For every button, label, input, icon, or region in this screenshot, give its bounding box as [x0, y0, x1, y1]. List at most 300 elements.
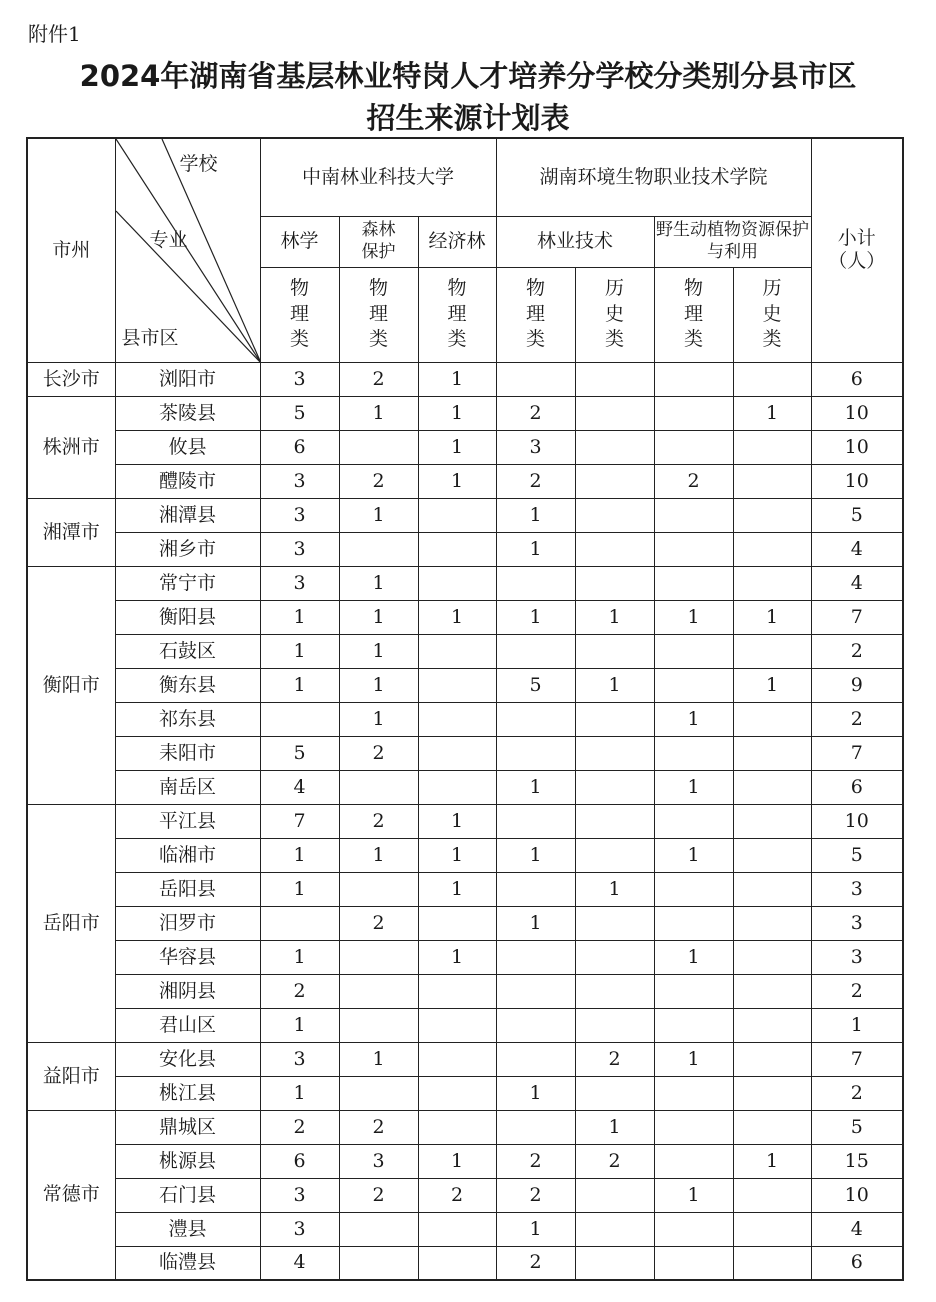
value-cell — [339, 430, 418, 464]
table-row — [27, 1144, 903, 1178]
value-cell: 1 — [496, 532, 575, 566]
table-row — [27, 736, 903, 770]
diag-label-major: 专业 — [149, 229, 188, 251]
value-cell: 1 — [339, 396, 418, 430]
county-cell: 岳阳县 — [115, 872, 260, 906]
value-cell: 1 — [418, 940, 496, 974]
value-cell — [418, 974, 496, 1008]
table-row — [27, 1246, 903, 1280]
county-cell: 石鼓区 — [115, 634, 260, 668]
value-cell — [733, 634, 811, 668]
header-city: 市州 — [27, 138, 115, 362]
value-cell: 1 — [733, 668, 811, 702]
attachment-label: 附件1 — [28, 22, 81, 46]
value-cell: 1 — [496, 1076, 575, 1110]
value-cell: 3 — [339, 1144, 418, 1178]
value-cell: 1 — [260, 1008, 339, 1042]
value-cell: 1 — [260, 838, 339, 872]
subtotal-cell: 3 — [811, 906, 903, 940]
header-subtotal: 小计（人） — [811, 138, 903, 362]
header-cat-physics: 物理类 — [654, 267, 733, 362]
value-cell: 1 — [654, 940, 733, 974]
value-cell — [418, 1110, 496, 1144]
county-cell: 祁东县 — [115, 702, 260, 736]
enrollment-table — [26, 137, 904, 1281]
subtotal-cell: 3 — [811, 940, 903, 974]
value-cell — [575, 906, 654, 940]
page-title: 2024年湖南省基层林业特岗人才培养分学校分类别分县市区 — [79, 59, 857, 93]
value-cell: 2 — [339, 1178, 418, 1212]
value-cell — [418, 532, 496, 566]
value-cell — [496, 940, 575, 974]
value-cell — [418, 1076, 496, 1110]
value-cell: 2 — [418, 1178, 496, 1212]
subtotal-cell: 4 — [811, 532, 903, 566]
header-major-econ-forest: 经济林 — [418, 216, 496, 267]
value-cell — [260, 906, 339, 940]
value-cell: 1 — [733, 396, 811, 430]
table-row — [27, 430, 903, 464]
county-cell: 鼎城区 — [115, 1110, 260, 1144]
value-cell: 1 — [260, 872, 339, 906]
county-cell: 澧县 — [115, 1212, 260, 1246]
county-cell: 南岳区 — [115, 770, 260, 804]
county-cell: 衡阳县 — [115, 600, 260, 634]
value-cell: 1 — [418, 430, 496, 464]
value-cell: 1 — [339, 838, 418, 872]
value-cell — [496, 634, 575, 668]
value-cell: 1 — [418, 362, 496, 396]
header-cat-history: 历史类 — [733, 267, 811, 362]
value-cell: 1 — [339, 634, 418, 668]
value-cell — [496, 1042, 575, 1076]
county-cell: 临澧县 — [115, 1246, 260, 1280]
value-cell — [575, 1178, 654, 1212]
value-cell: 2 — [496, 396, 575, 430]
value-cell — [575, 1008, 654, 1042]
value-cell — [339, 770, 418, 804]
value-cell — [733, 566, 811, 600]
value-cell — [418, 566, 496, 600]
diag-label-school: 学校 — [179, 153, 218, 175]
value-cell — [496, 702, 575, 736]
value-cell: 1 — [418, 396, 496, 430]
value-cell — [339, 1076, 418, 1110]
subtotal-cell: 2 — [811, 634, 903, 668]
header-major-forest-protect: 森林保护 — [339, 216, 418, 267]
value-cell: 1 — [654, 702, 733, 736]
value-cell — [575, 532, 654, 566]
value-cell: 2 — [496, 1144, 575, 1178]
value-cell: 1 — [339, 498, 418, 532]
value-cell — [654, 1008, 733, 1042]
value-cell: 1 — [260, 668, 339, 702]
value-cell: 1 — [260, 634, 339, 668]
subtotal-cell: 4 — [811, 566, 903, 600]
value-cell: 1 — [418, 804, 496, 838]
value-cell: 3 — [496, 430, 575, 464]
value-cell: 7 — [260, 804, 339, 838]
value-cell: 1 — [733, 600, 811, 634]
value-cell: 2 — [339, 362, 418, 396]
value-cell — [733, 940, 811, 974]
city-cell: 岳阳市 — [27, 804, 115, 1042]
value-cell — [575, 362, 654, 396]
table-row — [27, 1178, 903, 1212]
value-cell: 1 — [260, 600, 339, 634]
value-cell — [496, 974, 575, 1008]
value-cell: 1 — [654, 1178, 733, 1212]
value-cell — [733, 362, 811, 396]
subtotal-cell: 10 — [811, 1178, 903, 1212]
value-cell: 4 — [260, 770, 339, 804]
value-cell — [733, 804, 811, 838]
value-cell — [733, 430, 811, 464]
table-row — [27, 872, 903, 906]
county-cell: 平江县 — [115, 804, 260, 838]
county-cell: 安化县 — [115, 1042, 260, 1076]
value-cell — [654, 804, 733, 838]
table-row — [27, 804, 903, 838]
value-cell: 1 — [575, 668, 654, 702]
subtotal-cell: 10 — [811, 430, 903, 464]
value-cell: 2 — [339, 736, 418, 770]
value-cell — [575, 804, 654, 838]
value-cell — [339, 872, 418, 906]
value-cell — [733, 702, 811, 736]
value-cell: 1 — [733, 1144, 811, 1178]
value-cell — [418, 634, 496, 668]
subtotal-cell: 9 — [811, 668, 903, 702]
value-cell — [575, 634, 654, 668]
value-cell — [575, 1212, 654, 1246]
value-cell — [339, 1246, 418, 1280]
value-cell — [575, 430, 654, 464]
value-cell: 1 — [575, 1110, 654, 1144]
value-cell — [418, 702, 496, 736]
value-cell: 1 — [654, 838, 733, 872]
subtotal-cell: 10 — [811, 464, 903, 498]
county-cell: 湘潭县 — [115, 498, 260, 532]
table-row — [27, 668, 903, 702]
value-cell — [654, 668, 733, 702]
value-cell: 1 — [654, 600, 733, 634]
subtotal-cell: 6 — [811, 1246, 903, 1280]
header-major-forestry-tech: 林业技术 — [496, 216, 654, 267]
value-cell — [575, 566, 654, 600]
value-cell — [418, 736, 496, 770]
table-row — [27, 974, 903, 1008]
value-cell — [654, 566, 733, 600]
value-cell — [496, 362, 575, 396]
value-cell — [418, 1042, 496, 1076]
subtotal-cell: 7 — [811, 736, 903, 770]
value-cell: 3 — [260, 566, 339, 600]
table-row — [27, 1212, 903, 1246]
value-cell: 2 — [654, 464, 733, 498]
value-cell: 1 — [496, 498, 575, 532]
value-cell — [654, 736, 733, 770]
header-school-1: 中南林业科技大学 — [260, 138, 496, 216]
value-cell — [733, 1042, 811, 1076]
value-cell — [575, 1076, 654, 1110]
page-subtitle: 招生来源计划表 — [366, 101, 570, 135]
value-cell: 3 — [260, 1178, 339, 1212]
value-cell — [575, 1246, 654, 1280]
value-cell: 1 — [496, 1212, 575, 1246]
value-cell — [575, 940, 654, 974]
value-cell — [496, 804, 575, 838]
subtotal-cell: 2 — [811, 1076, 903, 1110]
value-cell — [654, 974, 733, 1008]
value-cell — [575, 974, 654, 1008]
value-cell — [733, 736, 811, 770]
county-cell: 醴陵市 — [115, 464, 260, 498]
table-row — [27, 1076, 903, 1110]
subtotal-cell: 1 — [811, 1008, 903, 1042]
value-cell — [654, 1110, 733, 1144]
value-cell: 1 — [339, 600, 418, 634]
value-cell — [418, 1246, 496, 1280]
value-cell: 1 — [339, 702, 418, 736]
value-cell: 5 — [260, 736, 339, 770]
value-cell — [575, 736, 654, 770]
county-cell: 汨罗市 — [115, 906, 260, 940]
header-major-wildlife: 野生动植物资源保护与利用 — [654, 216, 811, 267]
value-cell: 5 — [496, 668, 575, 702]
value-cell: 2 — [575, 1042, 654, 1076]
value-cell — [418, 668, 496, 702]
table-row — [27, 838, 903, 872]
subtotal-cell: 4 — [811, 1212, 903, 1246]
value-cell — [575, 702, 654, 736]
value-cell: 6 — [260, 1144, 339, 1178]
value-cell — [339, 1212, 418, 1246]
header-cat-physics: 物理类 — [339, 267, 418, 362]
value-cell: 2 — [339, 906, 418, 940]
value-cell — [733, 1076, 811, 1110]
value-cell — [339, 1008, 418, 1042]
value-cell — [496, 566, 575, 600]
value-cell: 2 — [339, 464, 418, 498]
table-row — [27, 498, 903, 532]
subtotal-cell: 6 — [811, 362, 903, 396]
value-cell: 1 — [418, 600, 496, 634]
table-row — [27, 1110, 903, 1144]
table-row — [27, 906, 903, 940]
value-cell: 1 — [339, 668, 418, 702]
city-cell: 衡阳市 — [27, 566, 115, 804]
county-cell: 湘乡市 — [115, 532, 260, 566]
value-cell — [733, 1110, 811, 1144]
county-cell: 衡东县 — [115, 668, 260, 702]
value-cell — [654, 1144, 733, 1178]
value-cell — [733, 906, 811, 940]
value-cell — [418, 1212, 496, 1246]
table-row — [27, 464, 903, 498]
value-cell: 3 — [260, 532, 339, 566]
subtotal-cell: 6 — [811, 770, 903, 804]
value-cell — [496, 1110, 575, 1144]
table-row — [27, 362, 903, 396]
value-cell: 1 — [260, 940, 339, 974]
table-row — [27, 532, 903, 566]
county-cell: 耒阳市 — [115, 736, 260, 770]
value-cell — [654, 1076, 733, 1110]
value-cell: 1 — [496, 838, 575, 872]
value-cell — [496, 872, 575, 906]
value-cell — [496, 1008, 575, 1042]
city-cell: 湘潭市 — [27, 498, 115, 566]
subtotal-cell: 10 — [811, 804, 903, 838]
value-cell — [339, 532, 418, 566]
subtotal-cell: 5 — [811, 1110, 903, 1144]
county-cell: 君山区 — [115, 1008, 260, 1042]
value-cell — [733, 1178, 811, 1212]
value-cell — [733, 498, 811, 532]
value-cell: 1 — [496, 600, 575, 634]
value-cell: 1 — [575, 600, 654, 634]
value-cell: 1 — [339, 566, 418, 600]
value-cell: 1 — [418, 464, 496, 498]
value-cell — [418, 770, 496, 804]
value-cell — [654, 498, 733, 532]
county-cell: 临湘市 — [115, 838, 260, 872]
table-row — [27, 634, 903, 668]
header-diagonal-cell — [115, 138, 260, 362]
header-cat-physics: 物理类 — [260, 267, 339, 362]
value-cell: 2 — [339, 804, 418, 838]
value-cell — [575, 498, 654, 532]
value-cell — [418, 906, 496, 940]
value-cell: 1 — [496, 770, 575, 804]
value-cell: 2 — [496, 1246, 575, 1280]
value-cell: 3 — [260, 464, 339, 498]
value-cell — [654, 906, 733, 940]
value-cell — [733, 1212, 811, 1246]
value-cell: 2 — [496, 464, 575, 498]
value-cell: 3 — [260, 1042, 339, 1076]
value-cell: 1 — [418, 872, 496, 906]
value-cell — [575, 770, 654, 804]
subtotal-cell: 2 — [811, 702, 903, 736]
county-cell: 华容县 — [115, 940, 260, 974]
value-cell — [654, 362, 733, 396]
county-cell: 桃源县 — [115, 1144, 260, 1178]
header-cat-history: 历史类 — [575, 267, 654, 362]
value-cell: 3 — [260, 362, 339, 396]
county-cell: 湘阴县 — [115, 974, 260, 1008]
subtotal-cell: 15 — [811, 1144, 903, 1178]
value-cell: 1 — [654, 1042, 733, 1076]
diag-label-county: 县市区 — [121, 327, 179, 349]
subtotal-cell: 5 — [811, 838, 903, 872]
value-cell: 3 — [260, 498, 339, 532]
value-cell: 1 — [575, 872, 654, 906]
value-cell: 2 — [260, 974, 339, 1008]
value-cell: 1 — [496, 906, 575, 940]
value-cell — [733, 1246, 811, 1280]
table-row — [27, 702, 903, 736]
city-cell: 常德市 — [27, 1110, 115, 1280]
value-cell — [260, 702, 339, 736]
value-cell — [733, 872, 811, 906]
value-cell — [575, 396, 654, 430]
value-cell — [654, 532, 733, 566]
city-cell: 株洲市 — [27, 396, 115, 498]
value-cell — [733, 770, 811, 804]
subtotal-cell: 5 — [811, 498, 903, 532]
value-cell — [654, 634, 733, 668]
value-cell — [654, 1246, 733, 1280]
city-cell: 长沙市 — [27, 362, 115, 396]
value-cell: 1 — [654, 770, 733, 804]
value-cell: 3 — [260, 1212, 339, 1246]
value-cell — [654, 872, 733, 906]
table-row — [27, 600, 903, 634]
value-cell: 2 — [575, 1144, 654, 1178]
value-cell: 2 — [260, 1110, 339, 1144]
county-cell: 石门县 — [115, 1178, 260, 1212]
value-cell — [733, 1008, 811, 1042]
subtotal-cell: 2 — [811, 974, 903, 1008]
value-cell: 4 — [260, 1246, 339, 1280]
header-school-2: 湖南环境生物职业技术学院 — [496, 138, 811, 216]
value-cell — [733, 838, 811, 872]
table-row — [27, 940, 903, 974]
value-cell: 1 — [418, 838, 496, 872]
subtotal-cell: 7 — [811, 600, 903, 634]
subtotal-cell: 3 — [811, 872, 903, 906]
header-cat-physics: 物理类 — [496, 267, 575, 362]
value-cell: 6 — [260, 430, 339, 464]
subtotal-cell: 7 — [811, 1042, 903, 1076]
value-cell — [575, 838, 654, 872]
value-cell: 5 — [260, 396, 339, 430]
table-row — [27, 1008, 903, 1042]
county-cell: 攸县 — [115, 430, 260, 464]
table-body — [27, 362, 903, 1280]
value-cell — [654, 1212, 733, 1246]
table-row — [27, 396, 903, 430]
value-cell — [418, 1008, 496, 1042]
table-row — [27, 770, 903, 804]
value-cell — [733, 464, 811, 498]
city-cell: 益阳市 — [27, 1042, 115, 1110]
county-cell: 常宁市 — [115, 566, 260, 600]
header-major-forestry: 林学 — [260, 216, 339, 267]
value-cell — [496, 736, 575, 770]
subtotal-cell: 10 — [811, 396, 903, 430]
value-cell: 1 — [418, 1144, 496, 1178]
value-cell — [733, 532, 811, 566]
table-row — [27, 566, 903, 600]
value-cell — [575, 464, 654, 498]
value-cell — [339, 940, 418, 974]
value-cell: 1 — [260, 1076, 339, 1110]
county-cell: 茶陵县 — [115, 396, 260, 430]
value-cell — [654, 430, 733, 464]
value-cell — [733, 974, 811, 1008]
county-cell: 浏阳市 — [115, 362, 260, 396]
value-cell: 2 — [339, 1110, 418, 1144]
header-cat-physics: 物理类 — [418, 267, 496, 362]
value-cell: 1 — [339, 1042, 418, 1076]
value-cell — [339, 974, 418, 1008]
value-cell: 2 — [496, 1178, 575, 1212]
value-cell — [654, 396, 733, 430]
county-cell: 桃江县 — [115, 1076, 260, 1110]
